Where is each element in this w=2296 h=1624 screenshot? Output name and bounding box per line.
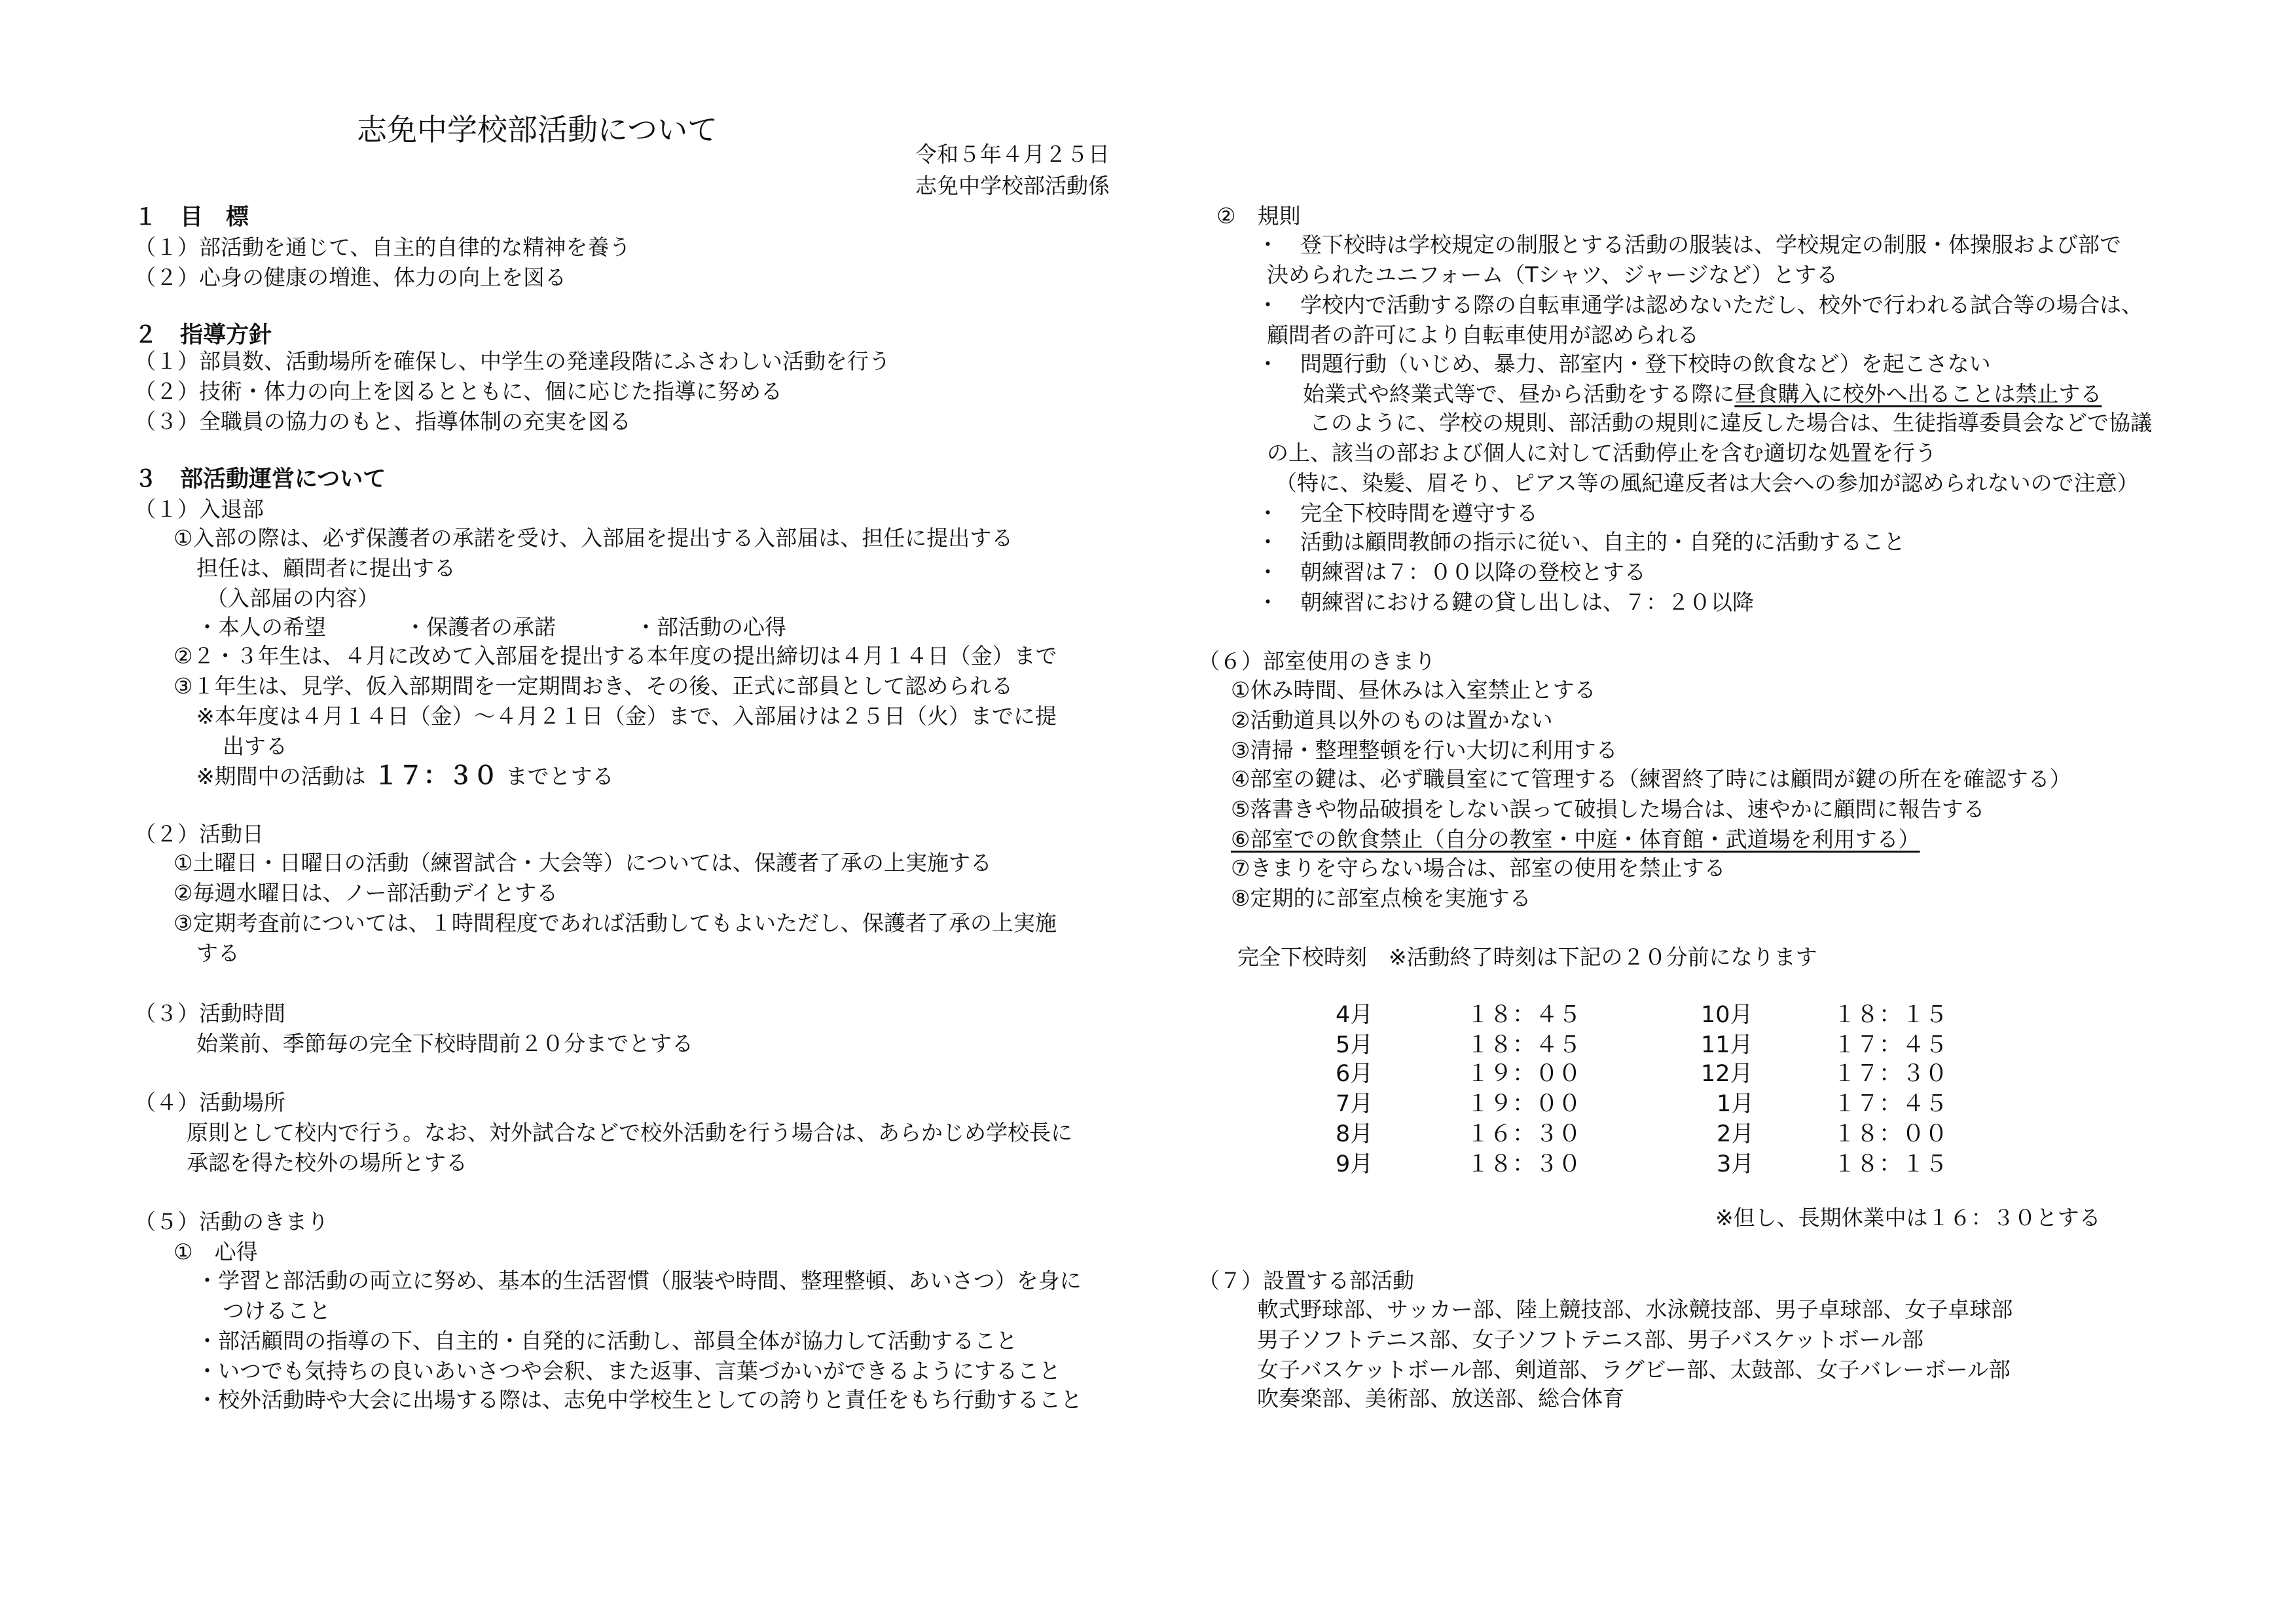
schedule-month: 8月 [1336,1121,1374,1147]
schedule-month: 11月 [1701,1032,1753,1058]
text-line: ・ 朝練習は７：００以降の登校とする [1257,559,1646,585]
emphasis-time: １７：３０ [373,761,498,790]
schedule-time: １７：４５ [1833,1091,1948,1117]
text-line: ④部室の鍵は、必ず職員室にて管理する（練習終了時には顧問が鍵の所在を確認する） [1231,766,2071,792]
subsection-heading: （１）入退部 [134,496,264,522]
text-fragment: 始業式や終業式等で、昼から活動をする際に [1303,381,1735,407]
policy-item: （３）全職員の協力のもと、指導体制の充実を図る [134,409,631,434]
subsection-heading: （２）活動日 [134,821,264,847]
text-line: ・部活顧問の指導の下、自主的・自発的に活動し、部員全体が協力して活動すること [196,1328,1017,1354]
text-line: ・ 朝練習における鍵の貸し出しは、７：２０以降 [1257,589,1754,615]
document-date: 令和５年４月２５日 [915,141,1110,167]
text-line: ②活動道具以外のものは置かない [1231,707,1553,733]
policy-item: （２）技術・体力の向上を図るとともに、個に応じた指導に努める [134,378,782,404]
goal-item: （２）心身の健康の増進、体力の向上を図る [134,265,566,290]
text-line: ・部活動の心得 [635,614,786,640]
text-line: 出する [223,733,287,759]
schedule-month: 7月 [1336,1091,1374,1117]
text-fragment: までとする [505,764,614,789]
schedule-month: 4月 [1336,1002,1374,1028]
schedule-month: 5月 [1336,1032,1374,1058]
schedule-month: 1月 [1717,1091,1755,1117]
text-line: （入部届の内容） [206,585,379,611]
text-line: ※本年度は４月１４日（金）～４月２１日（金）まで、入部届けは２５日（火）までに提 [196,703,1057,729]
policy-item: （１）部員数、活動場所を確保し、中学生の発達段階にふさわしい活動を行う [134,348,890,374]
page-title: 志免中学校部活動について [357,112,718,147]
text-line: ②毎週水曜日は、ノー部活動デイとする [173,880,558,906]
schedule-time: １８：４５ [1467,1002,1582,1028]
subsection-heading: （５）活動のきまり [134,1209,329,1234]
schedule-time: １８：１５ [1833,1151,1948,1177]
goal-item: （１）部活動を通じて、自主的自律的な精神を養う [134,234,631,260]
schedule-time: １７：４５ [1833,1032,1948,1058]
text-line: ・ 登下校時は学校規定の制服とする活動の服装は、学校規定の制服・体操服および部で [1257,232,2121,257]
text-line: ②２・３年生は、４月に改めて入部届を提出する本年度の提出締切は４月１４日（金）まで [173,643,1057,669]
section-heading-operation: ３ 部活動運営について [134,466,386,492]
text-line: ① 心得 [173,1239,258,1264]
text-line: の上、該当の部および個人に対して活動停止を含む適切な処置を行う [1267,440,1937,466]
text-line: ③１年生は、見学、仮入部期間を一定期間おき、その後、正式に部員として認められる [173,673,1013,699]
underlined-rule: 昼食購入に校外へ出ることは禁止する [1734,381,2102,407]
club-list-line: 吹奏楽部、美術部、放送部、総合体育 [1257,1386,1624,1411]
text-line: 顧問者の許可により自転車使用が認められる [1267,322,1699,348]
text-line: ・校外活動時や大会に出場する際は、志免中学校生としての誇りと責任をもち行動すること [196,1387,1082,1412]
club-list-line: 女子バスケットボール部、剣道部、ラグビー部、太鼓部、女子バレーボール部 [1257,1357,2011,1382]
text-line: ⑧定期的に部室点検を実施する [1231,885,1531,911]
text-line: ⑥部室での飲食禁止（自分の教室・中庭・体育館・武道場を利用する） [1231,826,1920,852]
schedule-month: 10月 [1701,1002,1753,1028]
text-line: する [196,940,240,966]
text-line: このように、学校の規則、部活動の規則に違反した場合は、生徒指導委員会などで協議 [1309,410,2152,435]
subsection-heading: （３）活動時間 [134,1001,285,1026]
club-list-line: 軟式野球部、サッカー部、陸上競技部、水泳競技部、男子卓球部、女子卓球部 [1257,1297,2013,1322]
schedule-time: １７：３０ [1833,1061,1948,1087]
text-line: ② 規則 [1216,203,1301,229]
subsection-heading: （４）活動場所 [134,1090,285,1115]
section-heading-goals: １ 目 標 [134,204,249,231]
text-line: ①入部の際は、必ず保護者の承諾を受け、入部届を提出する入部届は、担任に提出する [173,525,1013,551]
text-line: （特に、染髪、眉そり、ピアス等の風紀違反者は大会への参加が認められないので注意） [1275,470,2139,496]
text-line: ・ 問題行動（いじめ、暴力、部室内・登下校時の飲食など）を起こさない [1257,351,1991,377]
schedule-month: 2月 [1717,1121,1755,1147]
text-line: ⑤落書きや物品破損をしない誤って破損した場合は、速やかに顧問に報告する [1231,796,1985,822]
schedule-month: 12月 [1701,1061,1753,1087]
schedule-time: １６：３０ [1467,1121,1582,1147]
text-line: つけること [223,1298,331,1323]
text-fragment: ※期間中の活動は [196,764,366,789]
schedule-month: 9月 [1336,1151,1374,1177]
text-line: 承認を得た校外の場所とする [187,1150,467,1175]
schedule-month: 6月 [1336,1061,1374,1087]
text-line: ・ 完全下校時間を遵守する [1257,500,1538,526]
text-line: ・ 活動は顧問教師の指示に従い、自主的・自発的に活動すること [1257,529,1905,555]
text-line [196,761,614,791]
text-line: ・保護者の承諾 [405,614,556,640]
schedule-time: １９：００ [1467,1061,1582,1087]
schedule-month: 3月 [1717,1151,1755,1177]
text-line: ①休み時間、昼休みは入室禁止とする [1231,677,1596,703]
text-line: ⑦きまりを守らない場合は、部室の使用を禁止する [1231,855,1726,881]
schedule-time: １８：００ [1833,1121,1948,1147]
schedule-time: １８：４５ [1467,1032,1582,1058]
document-author: 志免中学校部活動係 [915,173,1110,198]
text-line: 始業前、季節毎の完全下校時間前２０分までとする [196,1031,693,1056]
schedule-time: １８：１５ [1833,1002,1948,1028]
section-heading-policy: ２ 指導方針 [134,322,272,348]
text-line: 担任は、顧問者に提出する [196,555,456,581]
text-line: ・いつでも気持ちの良いあいさつや会釈、また返事、言葉づかいができるようにすること [196,1358,1061,1384]
text-line: ・ 学校内で活動する際の自転車通学は認めないただし、校外で行われる試合等の場合は、 [1257,292,2143,318]
text-line: 決められたユニフォーム（Tシャツ、ジャージなど）とする [1267,262,1838,287]
subsection-heading: （６）部室使用のきまり [1198,648,1436,674]
schedule-note: ※但し、長期休業中は１６：３０とする [1715,1205,2101,1230]
schedule-time: １９：００ [1467,1091,1582,1117]
text-line: ①土曜日・日曜日の活動（練習試合・大会等）については、保護者了承の上実施する [173,850,992,876]
schedule-time: １８：３０ [1467,1151,1582,1177]
text-line: ③清掃・整理整頓を行い大切に利用する [1231,737,1618,763]
text-line: ③定期考査前については、１時間程度であれば活動してもよいただし、保護者了承の上実施 [173,910,1057,936]
text-line: ・本人の希望 [196,614,326,640]
club-list-line: 男子ソフトテニス部、女子ソフトテニス部、男子バスケットボール部 [1257,1327,1924,1352]
text-line: ・学習と部活動の両立に努め、基本的生活習慣（服装や時間、整理整頓、あいさつ）を身に [196,1268,1082,1293]
text-line: 原則として校内で行う。なお、対外試合などで校外活動を行う場合は、あらかじめ学校長に [187,1120,1072,1145]
schedule-title: 完全下校時刻 ※活動終了時刻は下記の２０分前になります [1237,944,1817,970]
text-line [1303,380,2102,409]
subsection-heading: （７）設置する部活動 [1198,1268,1414,1293]
